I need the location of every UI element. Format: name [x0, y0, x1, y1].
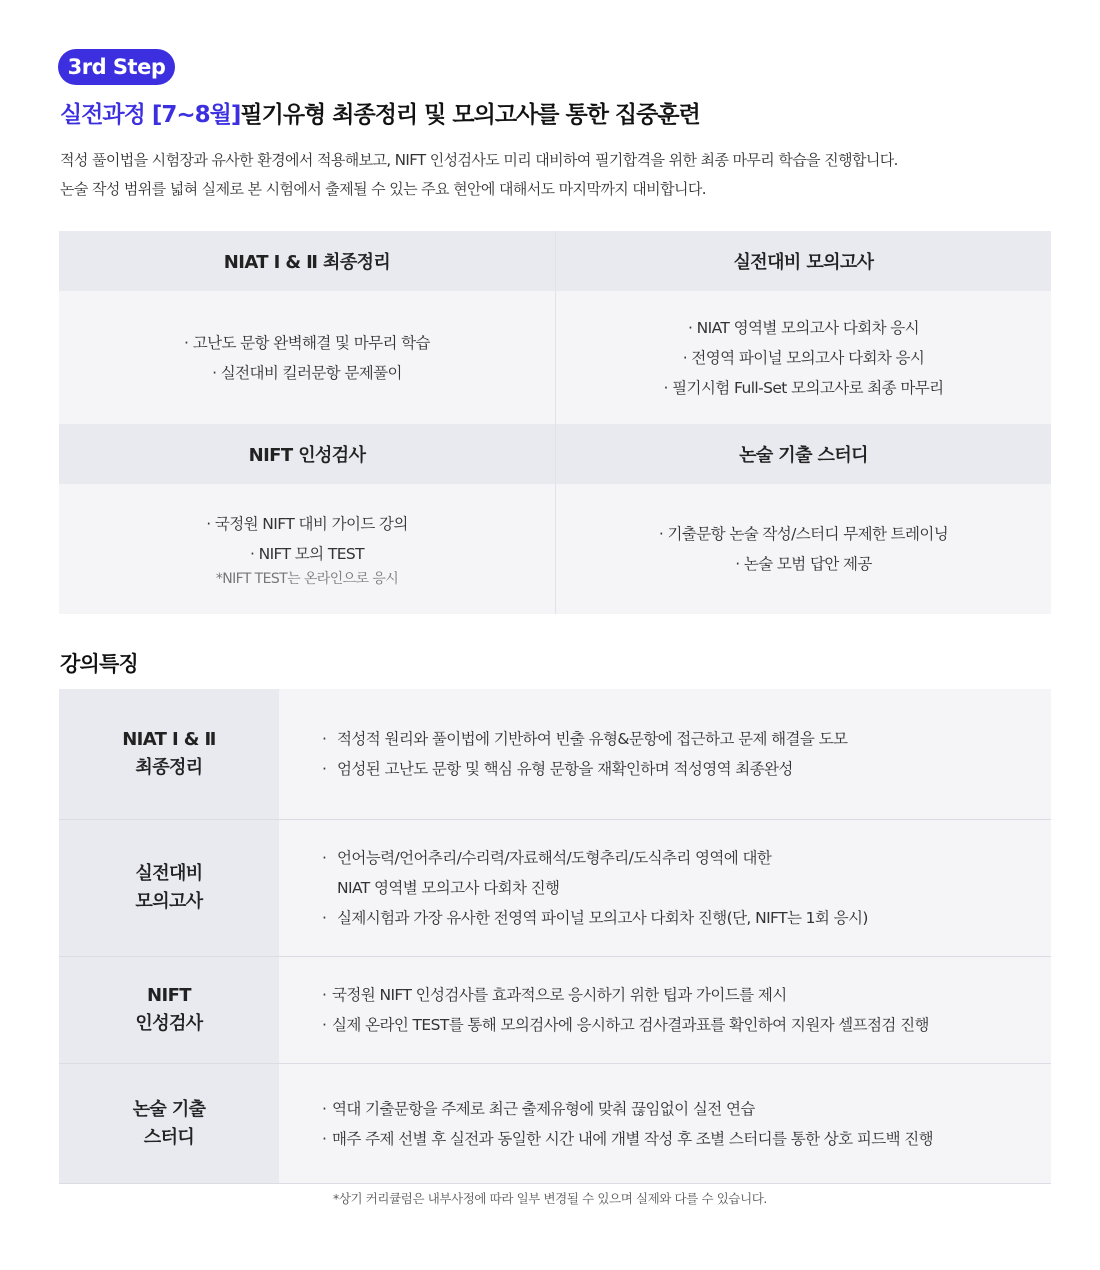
grid-cell-body: [556, 484, 1051, 614]
feature-item: [322, 1094, 1051, 1124]
feature-item: [322, 754, 1051, 784]
feature-item-text: 매주 주제 선별 후 실전과 동일한 시간 내에 개별 작성 후 조별 스터디를 통한 상호 피드백 진행: [332, 1129, 934, 1148]
page-title-rest: 필기유형 최종정리 및 모의고사를 통한 집중훈련: [240, 102, 700, 128]
feature-item-text: 국정원 NIFT 인성검사를 효과적으로 응시하기 위한 팁과 가이드를 제시: [332, 986, 787, 1004]
feature-head-line: 실전대비: [135, 863, 203, 884]
grid-cell-body: [59, 484, 555, 614]
grid-cell-title: 실전대비 모의고사: [556, 231, 1051, 291]
feature-item-text: 언어능력/언어추리/수리력/자료해석/도형추리/도식추리 영역에 대한: [337, 849, 772, 867]
grid-note: *NIFT TEST는 온라인으로 응시: [215, 571, 399, 587]
grid-cell-title: NIFT 인성검사: [59, 424, 555, 484]
feature-item: [322, 1124, 1051, 1154]
feature-head-line: 최종정리: [135, 757, 203, 778]
feature-head-line: NIFT: [147, 985, 191, 1006]
features-title: 강의특징: [60, 652, 138, 676]
step-badge: 3rd Step: [58, 49, 175, 85]
feature-item: [322, 1010, 1051, 1040]
grid-row: [59, 231, 1051, 424]
feature-row-body: [279, 1064, 1051, 1183]
intro-text: [60, 146, 1060, 204]
grid-cell-title: 논술 기출 스터디: [556, 424, 1051, 484]
bullet-icon: ·: [322, 760, 327, 778]
grid-row: [59, 424, 1051, 614]
feature-row-head: [59, 957, 279, 1063]
grid-item: · NIFT 모의 TEST: [249, 545, 365, 563]
feature-head-line: 스터디: [143, 1126, 195, 1148]
grid-cell-body: [556, 291, 1051, 424]
grid-cell-nift: [59, 424, 555, 614]
feature-item-text: 엄성된 고난도 문항 및 핵심 유형 문항을 재확인하며 적성영역 최종완성: [337, 760, 793, 778]
curriculum-grid: [59, 231, 1051, 614]
grid-cell-body: [59, 291, 555, 424]
page-title: [60, 96, 700, 129]
feature-item-text: 실제 온라인 TEST를 통해 모의검사에 응시하고 검사결과표를 확인하여 지원자 셀프점검 진행: [332, 1016, 929, 1034]
bullet-icon: ·: [322, 1016, 327, 1034]
bullet-icon: ·: [322, 730, 327, 748]
intro-line: 적성 풀이법을 시험장과 유사한 환경에서 적용해보고, NIFT 인성검사도 미리 대비하여 필기합격을 위한 최종 마무리 학습을 진행합니다.: [60, 151, 898, 169]
grid-item: · NIAT 영역별 모의고사 다회차 응시: [687, 318, 920, 337]
feature-head-line: 논술 기출: [132, 1098, 206, 1120]
intro-line: 논술 작성 범위를 넓혀 실제로 본 시험에서 출제될 수 있는 주요 현안에 대해서도 마지막까지 대비합니다.: [60, 180, 706, 198]
feature-row-head: [59, 689, 279, 819]
grid-item: · 국정원 NIFT 대비 가이드 강의: [206, 515, 408, 533]
bullet-icon: ·: [322, 849, 327, 867]
feature-item-text: NIAT 영역별 모의고사 다회차 진행: [337, 879, 560, 897]
feature-item: [322, 724, 1051, 754]
page-title-accent: 실전과정 [7~8월]: [60, 102, 241, 128]
feature-row: [59, 819, 1051, 956]
grid-item: · 논술 모범 답안 제공: [735, 555, 872, 573]
grid-item: · 고난도 문항 완벽해결 및 마무리 학습: [184, 333, 430, 352]
grid-cell-title: NIAT Ⅰ & Ⅱ 최종정리: [59, 231, 555, 291]
grid-item: · 전영역 파이널 모의고사 다회차 응시: [682, 348, 925, 367]
bullet-icon: ·: [322, 909, 327, 927]
feature-row-body: [279, 820, 1051, 956]
feature-row-body: [279, 957, 1051, 1063]
feature-item-text: 적성적 원리와 풀이법에 기반하여 빈출 유형&문항에 접근하고 문제 해결을 도모: [337, 730, 848, 748]
grid-cell-essay-study: [555, 424, 1051, 614]
feature-head-line: 모의고사: [135, 891, 203, 912]
feature-head-line: NIAT Ⅰ & Ⅱ: [122, 729, 216, 750]
features-table: [59, 689, 1051, 1184]
feature-item: [322, 843, 1051, 903]
bullet-icon: ·: [322, 986, 327, 1004]
feature-row-head: [59, 1064, 279, 1183]
feature-item: [322, 903, 1051, 933]
bullet-icon: ·: [322, 1099, 327, 1118]
feature-item-text: 실제시험과 가장 유사한 전영역 파이널 모의고사 다회차 진행(단, NIFT는 1회 응시): [337, 909, 868, 927]
grid-item: · 기출문항 논술 작성/스터디 무제한 트레이닝: [658, 525, 949, 543]
grid-item: · 필기시험 Full-Set 모의고사로 최종 마무리: [663, 378, 944, 397]
feature-item-text: 역대 기출문항을 주제로 최근 출제유형에 맞춰 끊임없이 실전 연습: [332, 1099, 755, 1118]
bullet-icon: ·: [322, 1129, 327, 1148]
feature-row: [59, 1063, 1051, 1183]
feature-row: [59, 956, 1051, 1063]
grid-item: · 실전대비 킬러문항 문제풀이: [212, 363, 402, 382]
feature-row-body: [279, 689, 1051, 819]
footnote: *상기 커리큘럼은 내부사정에 따라 일부 변경될 수 있으며 실제와 다를 수 있습니다.: [332, 1191, 767, 1206]
feature-item: [322, 980, 1051, 1010]
feature-row: [59, 689, 1051, 819]
feature-row-head: [59, 820, 279, 956]
grid-cell-mock-exam: [555, 231, 1051, 424]
grid-cell-niat-final: [59, 231, 555, 424]
feature-head-line: 인성검사: [135, 1013, 203, 1034]
